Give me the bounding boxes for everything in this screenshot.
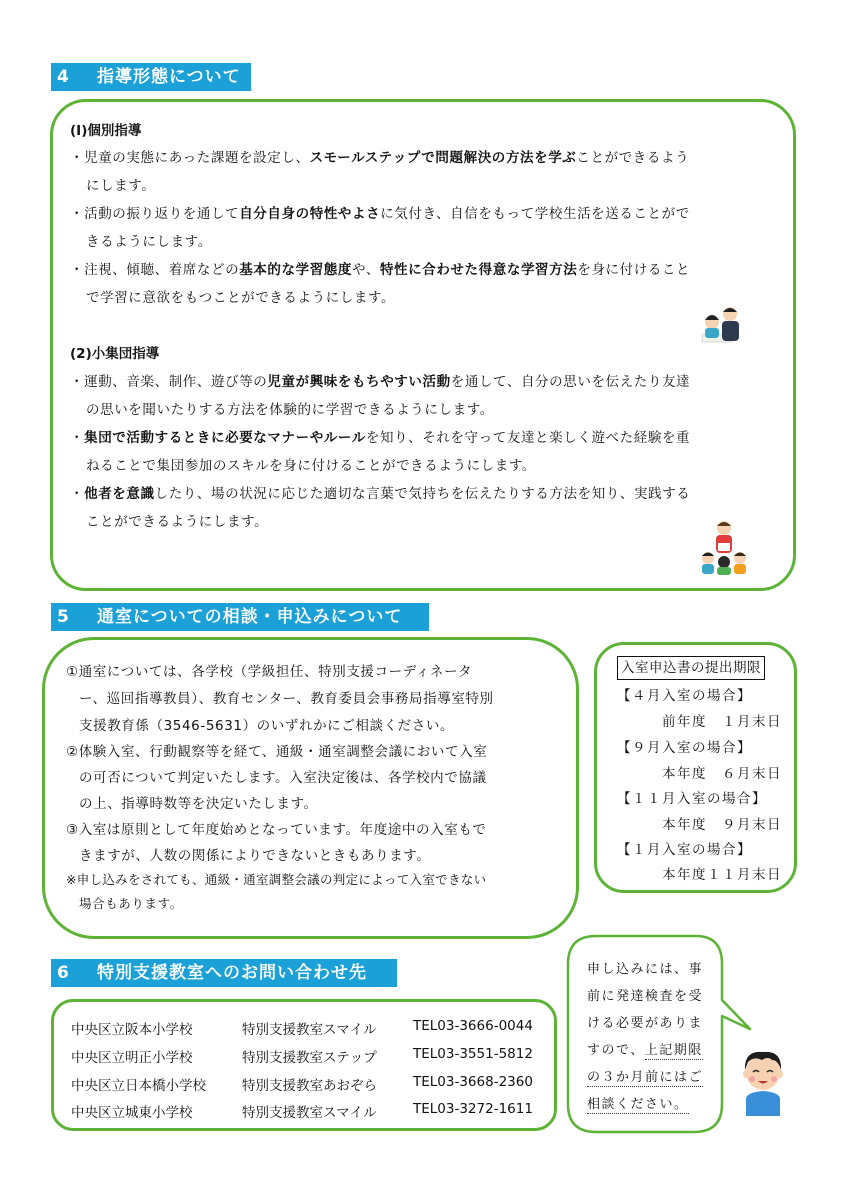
deadline-case: 【４月入室の場合】 [617, 688, 752, 704]
bubble-text: 前に発達検査を受 [587, 989, 704, 1004]
individual-bullet-1-cont: にします。 [86, 178, 156, 194]
group-bullet-1-cont: の思いを聞いたりする方法を体験的に学習できるようにします。 [86, 402, 494, 418]
group-bullet-2-cont: ねることで集団参加のスキルを身に付けることができるようにします。 [86, 458, 536, 474]
contact-room: 特別支援教室ステップ [242, 1050, 377, 1066]
contact-tel: TEL03-3272-1611 [413, 1101, 533, 1117]
section-title: 通室についての相談・申込みについて [97, 607, 403, 627]
consult-note: ※申し込みをされても、通級・通室調整会議の判定によって入室できない [66, 872, 487, 887]
deadline-date: 本年度 ６月末日 [662, 766, 782, 782]
deadline-date: 本年度１１月末日 [662, 867, 782, 883]
contact-room: 特別支援教室スマイル [242, 1022, 377, 1038]
contact-school: 中央区立明正小学校 [71, 1050, 193, 1066]
contact-room: 特別支援教室あおぞら [242, 1078, 377, 1094]
deadline-case: 【１１月入室の場合】 [617, 791, 767, 807]
contact-school: 中央区立阪本小学校 [71, 1022, 193, 1038]
consult-line: の可否について判定いたします。入室決定後は、各学校内で協議 [79, 770, 487, 786]
individual-guidance-heading: (Ⅰ)個別指導 [70, 123, 142, 139]
section-number: 5 [57, 607, 70, 627]
group-bullet-3: ・他者を意識したり、場の状況に応じた適切な言葉で気持ちを伝えたりする方法を知り、実践する [70, 486, 691, 502]
bubble-text: 相談ください。 [587, 1097, 689, 1112]
section-number: 4 [57, 67, 70, 87]
individual-bullet-3-cont: で学習に意欲をもつことができるようにします。 [86, 290, 396, 306]
bubble-text: ける必要がありま [587, 1016, 704, 1031]
section-number: 6 [57, 963, 70, 983]
consult-line: きますが、人数の関係によりできないときもあります。 [79, 848, 431, 864]
deadline-case: 【９月入室の場合】 [617, 740, 752, 756]
consult-line: の上、指導時数等を決定いたします。 [79, 796, 318, 812]
bubble-text: 申し込みには、事 [587, 962, 704, 977]
contact-tel: TEL03-3666-0044 [413, 1018, 533, 1034]
deadline-title: 入室申込書の提出期限 [617, 656, 765, 680]
contact-school: 中央区立日本橋小学校 [71, 1078, 206, 1094]
group-children-illustration [700, 518, 748, 576]
consult-line: ー、巡回指導教員）、教育センター、教育委員会事務局指導室特別 [79, 691, 494, 707]
consult-line: ③入室は原則として年度始めとなっています。年度途中の入室もで [66, 822, 487, 838]
group-guidance-heading: (2)小集団指導 [70, 346, 160, 362]
contact-school: 中央区立城東小学校 [71, 1105, 193, 1121]
deadline-date: 前年度 １月末日 [662, 714, 782, 730]
bubble-text: の３か月前にはご [587, 1070, 704, 1085]
smiling-boy-illustration [738, 1048, 788, 1116]
contact-tel: TEL03-3668-2360 [413, 1074, 533, 1090]
consult-line: 支援教育係（3546-5631）のいずれかにご相談ください。 [79, 718, 455, 734]
deadline-case: 【１月入室の場合】 [617, 842, 752, 858]
consult-line: ②体験入室、行動観察等を経て、通級・通室調整会議において入室 [66, 744, 488, 760]
section-4-heading [51, 63, 251, 91]
section-title: 指導形態について [97, 67, 241, 87]
individual-bullet-2: ・活動の振り返りを通して自分自身の特性やよさに気付き、自信をもって学校生活を送ることがで [70, 206, 690, 222]
bubble-text: すので、上記期限 [587, 1043, 703, 1058]
contact-room: 特別支援教室スマイル [242, 1105, 377, 1121]
contact-tel: TEL03-3551-5812 [413, 1046, 533, 1062]
consult-note-cont: 場合もあります。 [79, 896, 183, 911]
section-title: 特別支援教室へのお問い合わせ先 [97, 963, 367, 983]
individual-bullet-1: ・児童の実態にあった課題を設定し、スモールステップで問題解決の方法を学ぶことができるよう [70, 150, 690, 166]
group-bullet-3-cont: ことができるようにします。 [86, 514, 269, 530]
section-5-heading [51, 603, 429, 631]
section-6-heading [51, 959, 397, 987]
individual-bullet-2-cont: きるようにします。 [86, 234, 212, 250]
group-bullet-2: ・集団で活動するときに必要なマナーやルールを知り、それを守って友達と楽しく遊べた経験を重 [70, 430, 691, 446]
consult-line: ①通室については、各学校（学級担任、特別支援コーディネータ [66, 664, 473, 680]
underlined-deadline: 上記期限 [644, 1043, 703, 1058]
group-bullet-1: ・運動、音楽、制作、遊び等の児童が興味をもちやすい活動を通して、自分の思いを伝えたり友達 [70, 374, 691, 390]
deadline-date: 本年度 ９月末日 [662, 817, 782, 833]
teacher-and-child-illustration [700, 304, 744, 344]
individual-bullet-3: ・注視、傾聴、着席などの基本的な学習態度や、特性に合わせた得意な学習方法を身に付けること [70, 262, 691, 278]
